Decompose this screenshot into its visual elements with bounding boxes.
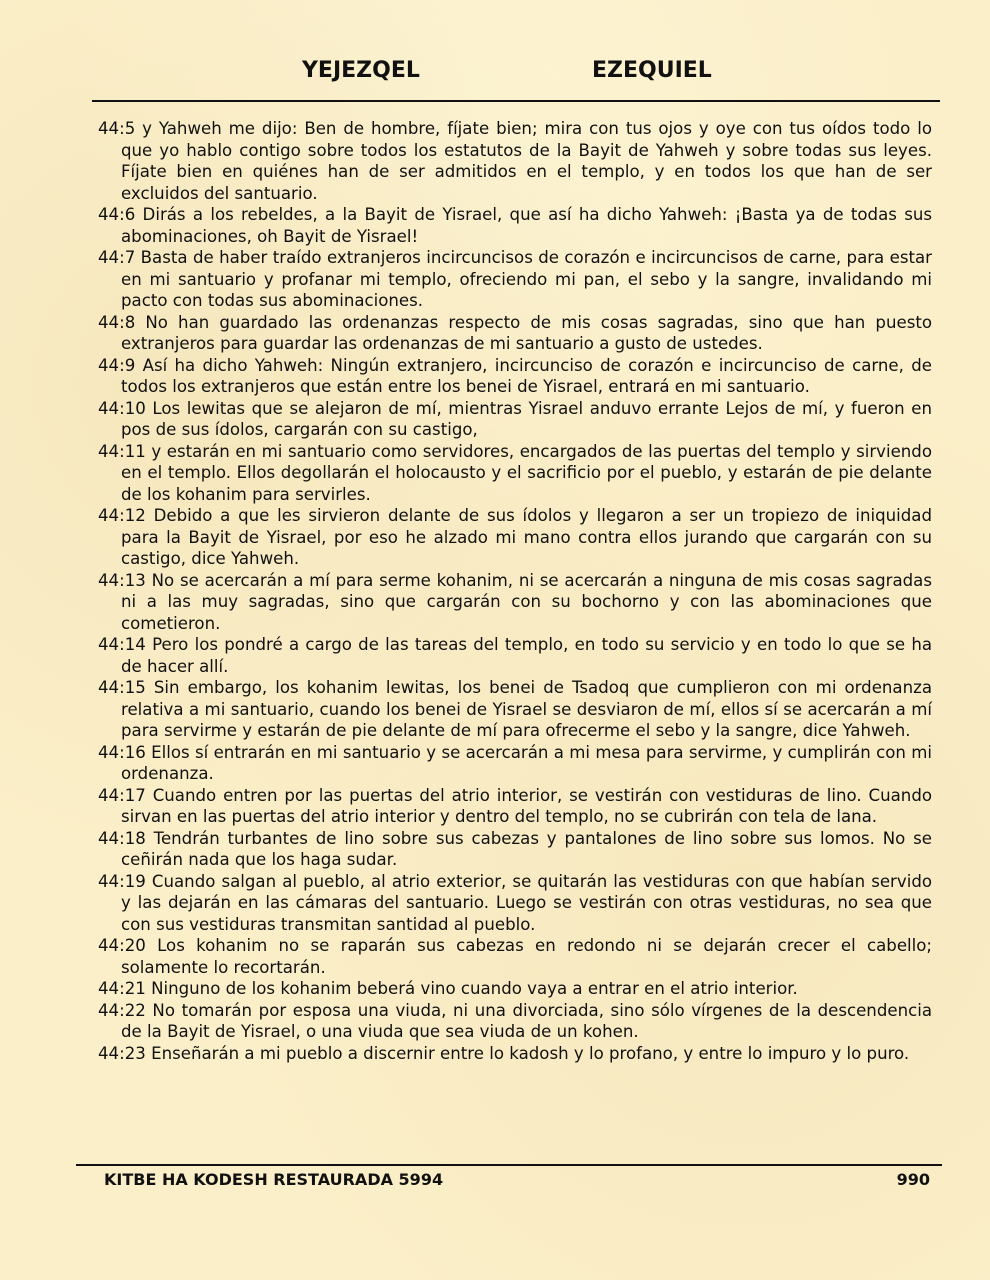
verse: 44:5 y Yahweh me dijo: Ben de hombre, fíjate bien; mira con tus ojos y oye con tus oídos todo lo que yo hablo contigo sobre todos los estatutos de la Bayit de Yahweh y sobre todas sus leyes. Fíjate bien en quiénes han de ser admitidos en el templo, y en todos los que han de ser excluidos del santuario. (98, 119, 932, 203)
verse: 44:9 Así ha dicho Yahweh: Ningún extranjero, incircunciso de corazón e incircunciso de carne, de todos los extranjeros que están entre los benei de Yisrael, entrará en mi santuario. (98, 355, 932, 396)
verse-list (98, 118, 932, 1064)
verse: 44:19 Cuando salgan al pueblo, al atrio exterior, se quitarán las vestiduras con que habían servido y las dejarán en las cámaras del santuario. Luego se vestirán con otras vestiduras, no sea que con sus vestiduras transmitan santidad al pueblo. (98, 871, 932, 934)
header-right-title: EZEQUIEL (592, 58, 712, 83)
verse: 44:23 Enseñarán a mi pueblo a discernir entre lo kadosh y lo profano, y entre lo impuro y lo puro. (98, 1043, 910, 1063)
verse: 44:22 No tomarán por esposa una viuda, ni una divorciada, sino sólo vírgenes de la descendencia de la Bayit de Yisrael, o una viuda que sea viuda de un kohen. (98, 1000, 932, 1041)
header-left-title: YEJEZQEL (302, 58, 420, 83)
verse: 44:17 Cuando entren por las puertas del atrio interior, se vestirán con vestiduras de lino. Cuando sirvan en las puertas del atrio interior y dentro del templo, no se cubrirán con tela de lana. (98, 785, 932, 826)
verse: 44:13 No se acercarán a mí para serme kohanim, ni se acercarán a ninguna de mis cosas sagradas ni a las muy sagradas, sino que cargarán con su bochorno y con las abominaciones que cometieron. (98, 570, 932, 633)
verse: 44:10 Los lewitas que se alejaron de mí, mientras Yisrael anduvo errante Lejos de mí, y fueron en pos de sus ídolos, cargarán con su castigo, (98, 398, 932, 439)
verse: 44:8 No han guardado las ordenanzas respecto de mis cosas sagradas, sino que han puesto extranjeros para guardar las ordenanzas de mi santuario a gusto de ustedes. (98, 312, 932, 353)
verse: 44:20 Los kohanim no se raparán sus cabezas en redondo ni se dejarán crecer el cabello; solamente lo recortarán. (98, 936, 932, 977)
verse: 44:12 Debido a que les sirvieron delante de sus ídolos y llegaron a ser un tropiezo de iniquidad para la Bayit de Yisrael, por eso he alzado mi mano contra ellos jurando que cargarán con su castigo, dice Yahweh. (98, 506, 932, 568)
verse: 44:11 y estarán en mi santuario como servidores, encargados de las puertas del templo y sirviendo en el templo. Ellos degollarán el holocausto y el sacrificio por el pueblo, y estarán de pie delante de los kohanim para servirles. (98, 441, 932, 504)
verse: 44:16 Ellos sí entrarán en mi santuario y se acercarán a mi mesa para servirme, y cumplirán con mi ordenanza. (98, 742, 932, 783)
verse: 44:18 Tendrán turbantes de lino sobre sus cabezas y pantalones de lino sobre sus lomos. No se ceñirán nada que los haga sudar. (98, 828, 932, 869)
verse: 44:21 Ninguno de los kohanim beberá vino cuando vaya a entrar en el atrio interior. (98, 979, 798, 998)
footer-book-title: KITBE HA KODESH RESTAURADA 5994 (104, 1170, 444, 1189)
verse: 44:14 Pero los pondré a cargo de las tareas del templo, en todo su servicio y en todo lo que se ha de hacer allí. (98, 635, 932, 676)
page-header (0, 58, 990, 92)
page-number: 990 (896, 1170, 930, 1189)
verse: 44:7 Basta de haber traído extranjeros incircuncisos de corazón e incircuncisos de carne, para estar en mi santuario y profanar mi templo, ofreciendo mi pan, el sebo y la sangre, invalidando mi pacto con todas sus abominaciones. (98, 248, 932, 310)
page-footer (0, 1170, 990, 1194)
header-divider (92, 100, 940, 102)
verse: 44:6 Dirás a los rebeldes, a la Bayit de Yisrael, que así ha dicho Yahweh: ¡Basta ya de todas sus abominaciones, oh Bayit de Yisrael! (98, 205, 932, 246)
verse: 44:15 Sin embargo, los kohanim lewitas, los benei de Tsadoq que cumplieron con mi ordenanza relativa a mi santuario, cuando los benei de Yisrael se desviaron de mí, ellos sí se acercarán a mí para servirme y estarán de pie delante de mí para ofrecerme el sebo y la sangre, dice Yahweh. (98, 678, 932, 740)
footer-divider (76, 1164, 942, 1166)
